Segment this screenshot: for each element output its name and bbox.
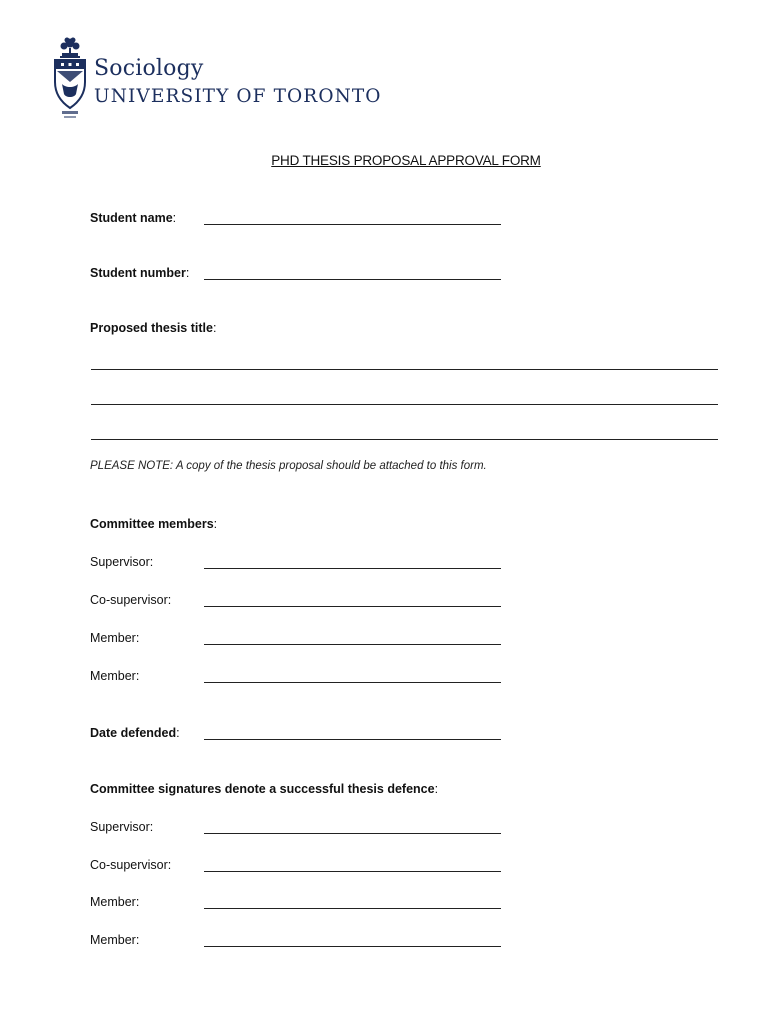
thesis-title-line[interactable] xyxy=(91,439,718,440)
university-name: UNIVERSITY OF TORONTO xyxy=(94,86,382,107)
department-name: Sociology xyxy=(94,56,204,81)
thesis-title-line[interactable] xyxy=(91,369,718,370)
signature-role-label: Supervisor: xyxy=(90,820,154,834)
university-logo xyxy=(52,36,432,120)
student-name-field[interactable] xyxy=(204,224,501,225)
committee-role-label: Supervisor: xyxy=(90,555,154,569)
committee-name-field[interactable] xyxy=(204,606,501,607)
signature-role-label: Co-supervisor: xyxy=(90,858,172,872)
date-defended-label: Date defended: xyxy=(90,726,180,740)
committee-role-label: Member: xyxy=(90,669,140,683)
signature-field[interactable] xyxy=(204,908,501,909)
student-number-label: Student number: xyxy=(90,266,190,280)
form-title: PHD THESIS PROPOSAL APPROVAL FORM xyxy=(271,153,541,168)
committee-name-field[interactable] xyxy=(204,644,501,645)
student-name-label: Student name: xyxy=(90,211,177,225)
signature-field[interactable] xyxy=(204,833,501,834)
committee-name-field[interactable] xyxy=(204,568,501,569)
signature-field[interactable] xyxy=(204,871,501,872)
date-defended-field[interactable] xyxy=(204,739,501,740)
signatures-heading: Committee signatures denote a successful thesis defence: xyxy=(90,782,439,796)
committee-name-field[interactable] xyxy=(204,682,501,683)
university-crest-icon xyxy=(52,36,88,120)
committee-role-label: Member: xyxy=(90,631,140,645)
signature-role-label: Member: xyxy=(90,895,140,909)
signature-field[interactable] xyxy=(204,946,501,947)
thesis-title-label: Proposed thesis title: xyxy=(90,321,217,335)
signature-role-label: Member: xyxy=(90,933,140,947)
committee-role-label: Co-supervisor: xyxy=(90,593,172,607)
student-number-field[interactable] xyxy=(204,279,501,280)
committee-heading: Committee members: xyxy=(90,517,218,531)
attachment-note: PLEASE NOTE: A copy of the thesis proposal should be attached to this form. xyxy=(90,460,487,472)
thesis-title-line[interactable] xyxy=(91,404,718,405)
